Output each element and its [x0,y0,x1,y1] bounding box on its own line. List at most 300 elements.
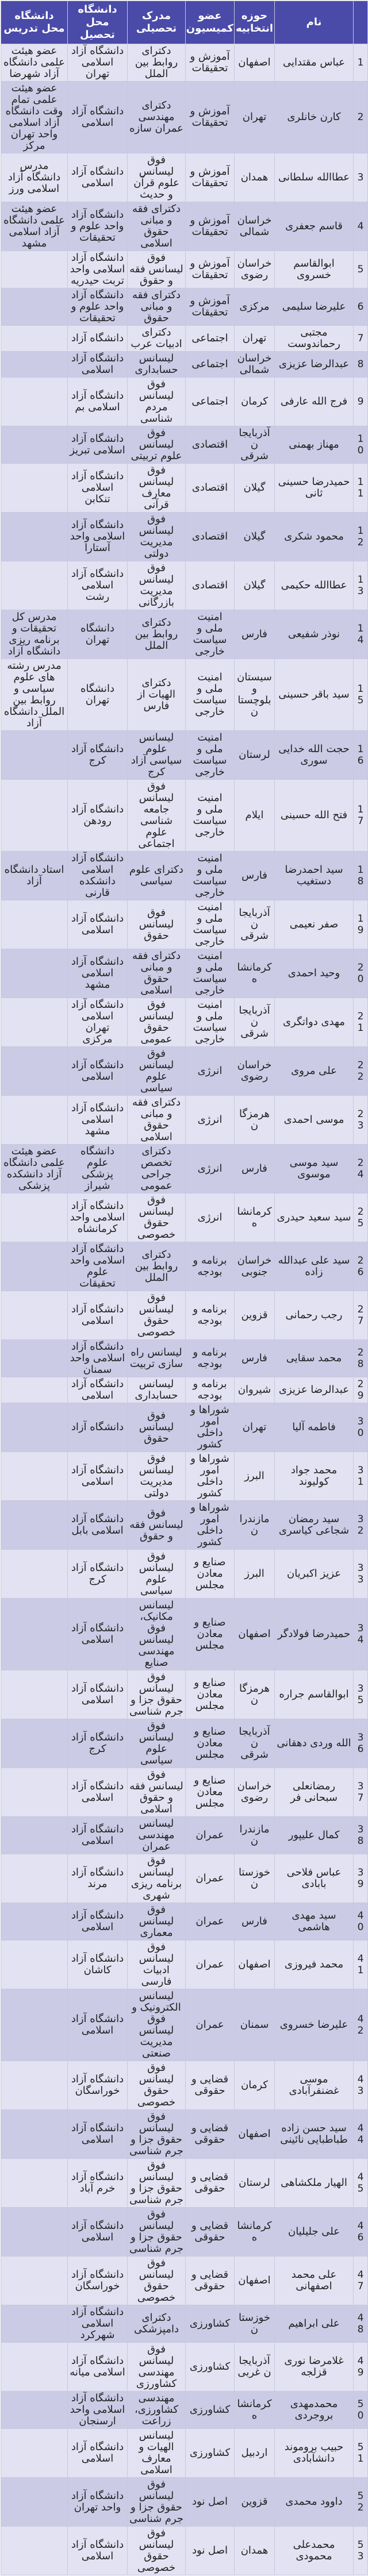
cell-teaching-university [1,1047,68,1096]
cell-constituency: سیستان و بلوچستان [235,659,275,731]
cell-index: 44 [354,2110,368,2159]
cell-degree: دکترای تخصص جراحی عمومی [128,1145,186,1193]
cell-index: 33 [354,1550,368,1599]
cell-study-university: دانشگاه آزاد اسلامی [68,1377,128,1403]
cell-degree: لیسانس مکانیک، فوق لیسانس مهندسی صنایع [128,1599,186,1670]
cell-name: داوود محمدی [275,2478,354,2527]
cell-study-university: دانشگاه آزاد اسلامی واحد کرمانشاه [68,1193,128,1242]
cell-commission: قضایی و حقوقی [186,2257,235,2305]
cell-commission: صنایع و معادن مجلس [186,1768,235,1817]
cell-teaching-university [1,2257,68,2305]
cell-commission: قضایی و حقوقی [186,2110,235,2159]
cell-name: سید مهدی هاشمی [275,1903,354,1940]
cell-degree: فوق لیسانس مدیریت دولتی [128,1452,186,1501]
header-cell-commission: عضو کمیسیون [186,1,235,44]
cell-index: 38 [354,1817,368,1854]
cell-study-university: دانشگاه آزاد خوراسگان [68,2061,128,2110]
cell-study-university: دانشگاه آزاد اسلامی واحد ارسنجان [68,2392,128,2429]
table-row [1,288,368,326]
cell-name: عطاالله حکیمی [275,561,354,610]
cell-teaching-university [1,1989,68,2061]
cell-teaching-university [1,251,68,288]
cell-study-university: دانشگاه آزاد اسلامی [68,2429,128,2478]
cell-index: 7 [354,326,368,352]
cell-constituency: خوزستان [235,1854,275,1903]
cell-teaching-university [1,513,68,561]
cell-name: حبیب بروموند دانشآبادی [275,2429,354,2478]
cell-teaching-university [1,1817,68,1854]
cell-name: عزیز اکبریان [275,1550,354,1599]
cell-commission: اصل نود [186,2527,235,2575]
cell-degree: فوق لیسانس فقه و حقوق [128,251,186,288]
cell-study-university: دانشگاه آزاد واحد تهران [68,2478,128,2527]
cell-name: رمضانعلی سبحانی فر [275,1768,354,1817]
cell-commission: برنامه و بودجه [186,1242,235,1291]
cell-study-university: دانشگاه آزاد اسلامی رشت [68,561,128,610]
cell-name: ابوالقاسم جراره [275,1670,354,1719]
cell-teaching-university: مدرس دانشگاه آزاد اسلامی ورز [1,153,68,202]
cell-commission: اقتصادی [186,464,235,513]
cell-commission: انرژی [186,1047,235,1096]
table-row [1,1989,368,2061]
cell-commission: اقتصادی [186,426,235,464]
cell-degree: فوق لیسانس علوم تربیتی [128,426,186,464]
cell-name: محمد جواد کولیوند [275,1452,354,1501]
cell-study-university: دانشگاه آزاد واحد علوم و تحقیقات [68,288,128,326]
cell-name: سید سعید حیدری [275,1193,354,1242]
cell-teaching-university [1,2305,68,2343]
table-row [1,1817,368,1854]
cell-name: وحید احمدی [275,949,354,998]
table-row [1,202,368,251]
cell-index: 17 [354,780,368,852]
cell-teaching-university [1,1599,68,1670]
cell-study-university: دانشگاه آزاد اسلامی [68,1452,128,1501]
cell-constituency: کرمان [235,2061,275,2110]
cell-teaching-university [1,998,68,1047]
cell-teaching-university: عضو هیئت علمی دانشگاه آزاد شهرضا [1,44,68,82]
cell-study-university: دانشگاه آزاد اسلامی مشهد [68,1096,128,1145]
cell-commission: امنیت ملی و سیاست خارجی [186,610,235,659]
cell-index: 35 [354,1670,368,1719]
cell-teaching-university [1,1940,68,1989]
cell-name: رجب رحمانی [275,1291,354,1340]
cell-study-university: دانشگاه آزاد اسلامی واحد تربت حیدریه [68,251,128,288]
cell-degree: فوق لیسانس حقوق [128,1403,186,1452]
table-row [1,2305,368,2343]
table-row [1,251,368,288]
cell-constituency: ایلام [235,780,275,852]
table-row [1,1452,368,1501]
cell-index: 51 [354,2429,368,2478]
cell-index: 16 [354,731,368,780]
cell-commission: شوراها و امور داخلی کشور [186,1452,235,1501]
cell-name: عباس فلاحی بابادی [275,1854,354,1903]
table-row [1,659,368,731]
cell-commission: اصل نود [186,2478,235,2527]
cell-constituency: فارس [235,610,275,659]
table-row [1,2527,368,2575]
cell-study-university: دانشگاه آزاد خوراسگان [68,2257,128,2305]
cell-degree: فوق لیسانس ادبیات فارسی [128,1940,186,1989]
cell-study-university: دانشگاه آزاد اسلامی [68,1599,128,1670]
cell-constituency: آذربایجان غربی [235,2343,275,2392]
cell-index: 49 [354,2343,368,2392]
cell-name: علی جلیلیان [275,2208,354,2257]
cell-degree: دکترای فقه و مبانی حقوق [128,288,186,326]
cell-name: سید علی عبدالله زاده [275,1242,354,1291]
cell-constituency: فارس [235,852,275,900]
cell-teaching-university [1,378,68,426]
cell-index: 19 [354,900,368,949]
cell-commission: اقتصادی [186,561,235,610]
cell-name: محمد سقایی [275,1340,354,1377]
cell-name: علیرضا خسروی [275,1989,354,2061]
cell-study-university: دانشگاه آزاد اسلامی [68,1817,128,1854]
cell-constituency: خراسان جنوبی [235,1242,275,1291]
table-row [1,610,368,659]
table-row [1,1501,368,1550]
cell-degree: دکترای فقه و مبانی حقوق اسلامی [128,1096,186,1145]
cell-teaching-university [1,1377,68,1403]
cell-commission: آموزش و تحقیقات [186,202,235,251]
cell-teaching-university [1,2159,68,2208]
cell-degree: لیسانس راه سازی تربیت [128,1340,186,1377]
cell-constituency: مازندران [235,1501,275,1550]
cell-commission: عمران [186,1903,235,1940]
cell-name: سید موسی موسوی [275,1145,354,1193]
cell-constituency: شیروان [235,1377,275,1403]
cell-teaching-university [1,561,68,610]
cell-degree: فوق لیسانس علوم سیاسی [128,1047,186,1096]
cell-constituency: سمنان [235,1989,275,2061]
cell-commission: امنیت ملی و سیاست خارجی [186,949,235,998]
cell-name: سید رمضان شجاعی کیاسری [275,1501,354,1550]
cell-index: 28 [354,1340,368,1377]
cell-constituency: خراسان رضوی [235,1047,275,1096]
cell-index: 4 [354,202,368,251]
cell-commission: کشاورزی [186,2429,235,2478]
table-row [1,949,368,998]
cell-commission: عمران [186,1989,235,2061]
cell-constituency: تهران [235,1403,275,1452]
cell-commission: قضایی و حقوقی [186,2208,235,2257]
cell-index: 52 [354,2478,368,2527]
table-row [1,561,368,610]
table-row [1,153,368,202]
table-row [1,1403,368,1452]
cell-teaching-university [1,949,68,998]
cell-name: حجت الله خدایی سوری [275,731,354,780]
table-row [1,1096,368,1145]
cell-constituency: لرستان [235,2159,275,2208]
cell-name: علی محمد اصفهانی [275,2257,354,2305]
mp-university-table [1,1,368,2575]
cell-index: 24 [354,1145,368,1193]
cell-index: 47 [354,2257,368,2305]
cell-index: 53 [354,2527,368,2575]
table-row [1,1145,368,1193]
cell-index: 48 [354,2305,368,2343]
cell-degree: فوق لیسانس حقوق جزا و جرم شناسی [128,1670,186,1719]
cell-constituency: البرز [235,1452,275,1501]
cell-teaching-university [1,426,68,464]
cell-name: علی مروی [275,1047,354,1096]
cell-commission: صنایع و معادن مجلس [186,1550,235,1599]
cell-study-university: دانشگاه آزاد اسلامی واحد سمنان [68,1340,128,1377]
cell-name: فاطمه آلیا [275,1403,354,1452]
cell-name: ابوالقاسم خسروی [275,251,354,288]
cell-commission: انرژی [186,1193,235,1242]
cell-constituency: خراسان رضوی [235,1768,275,1817]
cell-degree: دکترای فقه و مبانی حقوق اسلامی [128,202,186,251]
cell-constituency: کرمانشاه [235,2392,275,2429]
cell-index: 34 [354,1599,368,1670]
cell-index: 27 [354,1291,368,1340]
cell-name: مهناز بهمنی [275,426,354,464]
cell-name: موسی غضنفرآبادی [275,2061,354,2110]
cell-commission: عمران [186,1817,235,1854]
cell-constituency: آذربایجان شرقی [235,998,275,1047]
cell-name: قاسم جعفری [275,202,354,251]
cell-constituency: لرستان [235,731,275,780]
cell-commission: اقتصادی [186,513,235,561]
cell-name: محمدمهدی بروجردی [275,2392,354,2429]
table-row [1,1193,368,1242]
cell-constituency: فارس [235,1340,275,1377]
cell-commission: برنامه و بودجه [186,1291,235,1340]
cell-index: 37 [354,1768,368,1817]
cell-name: سید حسن زاده طباطبایی نائینی [275,2110,354,2159]
cell-teaching-university [1,1291,68,1340]
cell-study-university: دانشگاه آزاد [68,326,128,352]
cell-study-university: دانشگاه آزاد کرج [68,731,128,780]
table-row [1,1719,368,1768]
table-row [1,1903,368,1940]
cell-commission: اجتماعی [186,326,235,352]
cell-teaching-university [1,2061,68,2110]
table-row [1,326,368,352]
cell-study-university: دانشگاه آزاد اسلامی تبریز [68,426,128,464]
cell-teaching-university [1,1670,68,1719]
cell-study-university: دانشگاه آزاد اسلامی [68,1670,128,1719]
cell-name: علیرضا سلیمی [275,288,354,326]
table-row [1,1940,368,1989]
table-row [1,1550,368,1599]
cell-name: عبدالرضا عزیزی [275,1377,354,1403]
cell-commission: امنیت ملی و سیاست خارجی [186,852,235,900]
cell-constituency: فارس [235,1145,275,1193]
cell-name: حمیدرضا فولادگر [275,1599,354,1670]
cell-index: 41 [354,1940,368,1989]
cell-commission: عمران [186,1854,235,1903]
cell-teaching-university [1,1193,68,1242]
cell-index: 31 [354,1452,368,1501]
cell-index: 25 [354,1193,368,1242]
cell-name: فرج الله عارفی [275,378,354,426]
cell-index: 12 [354,513,368,561]
cell-index: 13 [354,561,368,610]
table-row [1,1242,368,1291]
cell-constituency: کرمانشاه [235,949,275,998]
cell-constituency: خراسان شمالی [235,202,275,251]
cell-teaching-university [1,1550,68,1599]
cell-degree: فوق لیسانس حقوق جزا و جرم شناسی [128,2159,186,2208]
cell-degree: فوق لیسانس علوم سیاسی [128,1719,186,1768]
cell-constituency: اصفهان [235,1599,275,1670]
table-row [1,1291,368,1340]
cell-degree: دکترای روابط بین الملل [128,44,186,82]
cell-name: حمیدرضا حسینی ثانی [275,464,354,513]
cell-study-university: دانشگاه آزاد کاشان [68,1940,128,1989]
table-row [1,998,368,1047]
cell-index: 8 [354,352,368,378]
cell-study-university: دانشگاه آزاد کرج [68,1550,128,1599]
cell-teaching-university [1,1903,68,1940]
cell-index: 9 [354,378,368,426]
header-cell-study-university: دانشگاه محل تحصیل [68,1,128,44]
cell-index: 2 [354,82,368,153]
cell-degree: فوق لیسانس برنامه ریزی شهری [128,1854,186,1903]
cell-teaching-university: عضو هیئت علمی تمام وقت دانشگاه آزاد اسلامی واحد تهران مرکز [1,82,68,153]
cell-degree: لیسانس حسابداری [128,352,186,378]
cell-study-university: دانشگاه آزاد اسلامی واحد علوم تحقیقات [68,1242,128,1291]
cell-commission: آموزش و تحقیقات [186,153,235,202]
cell-degree: فوق لیسانس علوم سیاسی [128,1550,186,1599]
cell-study-university: دانشگاه آزاد اسلامی تهران [68,44,128,82]
cell-index: 21 [354,998,368,1047]
cell-index: 10 [354,426,368,464]
cell-study-university: دانشگاه آزاد اسلامی تهران مرکزی [68,998,128,1047]
cell-degree: فوق لیسانس حقوق خصوصی [128,1291,186,1340]
cell-teaching-university [1,1719,68,1768]
cell-name: محمود شکری [275,513,354,561]
cell-index: 43 [354,2061,368,2110]
cell-index: 3 [354,153,368,202]
cell-study-university: دانشگاه آزاد اسلامی [68,2208,128,2257]
cell-degree: لیسانس الکترونیک و فوق لیسانس مدیریت صنعتی [128,1989,186,2061]
cell-commission: امنیت ملی و سیاست خارجی [186,900,235,949]
cell-degree: فوق لیسانس فقه و حقوق اسلامی [128,1768,186,1817]
cell-index: 29 [354,1377,368,1403]
table-row [1,852,368,900]
cell-study-university: دانشگاه آزاد اسلامی [68,352,128,378]
cell-degree: دکترای ادبیات عرب [128,326,186,352]
cell-degree: فوق لیسانس حقوق خصوصی [128,2061,186,2110]
cell-constituency: قزوین [235,2478,275,2527]
cell-degree: دکترای روابط بین الملل [128,610,186,659]
cell-study-university: دانشگاه آزاد اسلامی [68,1768,128,1817]
cell-constituency: اصفهان [235,44,275,82]
cell-teaching-university [1,731,68,780]
cell-study-university: دانشگاه آزاد اسلامی [68,1903,128,1940]
cell-teaching-university [1,1242,68,1291]
table-row [1,513,368,561]
table-row [1,1599,368,1670]
cell-constituency: گیلان [235,561,275,610]
cell-teaching-university [1,2392,68,2429]
cell-name: عباس مقتدایی [275,44,354,82]
cell-constituency: مرکزی [235,288,275,326]
cell-degree: دکترای دامپزشکی [128,2305,186,2343]
cell-teaching-university [1,1403,68,1452]
cell-study-university: دانشگاه تهران [68,659,128,731]
cell-constituency: کرمان [235,378,275,426]
cell-constituency: خوزستان [235,2305,275,2343]
cell-commission: قضایی و حقوقی [186,2159,235,2208]
cell-constituency: آذربایجان شرقی [235,426,275,464]
cell-name: کارن خانلری [275,82,354,153]
cell-commission: انرژی [186,1096,235,1145]
cell-constituency: هرمزگان [235,1096,275,1145]
cell-teaching-university [1,326,68,352]
cell-teaching-university [1,2110,68,2159]
cell-constituency: گیلان [235,464,275,513]
cell-study-university: دانشگاه تهران [68,610,128,659]
cell-teaching-university: عضو هیئت علمی دانشگاه آزاد اسلامی مشهد [1,202,68,251]
cell-name: فتح الله حسینی [275,780,354,852]
cell-study-university: دانشگاه آزاد اسلامی [68,900,128,949]
table-row [1,44,368,82]
cell-commission: آموزش و تحقیقات [186,44,235,82]
cell-constituency: خراسان رضوی [235,251,275,288]
table-row [1,2257,368,2305]
cell-commission: کشاورزی [186,2392,235,2429]
cell-name: نوذر شفیعی [275,610,354,659]
cell-study-university: دانشگاه آزاد واحد علوم و تحقیقات [68,202,128,251]
cell-name: محمد فیروزی [275,1940,354,1989]
cell-teaching-university [1,1501,68,1550]
cell-degree: دکترای مهندسی عمران سازه [128,82,186,153]
cell-degree: فوق لیسانس حقوق جزا و جرم شناسی [128,2478,186,2527]
cell-teaching-university: مدرس رشته های علوم سیاسی و روابط بین الملل دانشگاه آزاد [1,659,68,731]
cell-teaching-university [1,2343,68,2392]
cell-degree: فوق لیسانس جامعه شناسی علوم اجتماعی [128,780,186,852]
cell-name: موسی احمدی [275,1096,354,1145]
cell-commission: امنیت ملی و سیاست خارجی [186,998,235,1047]
cell-study-university: دانشگاه آزاد [68,1403,128,1452]
cell-study-university: دانشگاه آزاد مرند [68,1854,128,1903]
cell-degree: مهندسی کشاورزی، زراعت [128,2392,186,2429]
cell-constituency: خراسان شمالی [235,352,275,378]
cell-commission: اجتماعی [186,378,235,426]
cell-study-university: دانشگاه آزاد اسلامی [68,1047,128,1096]
header-cell-teaching-university: دانشگاه محل تدریس [1,1,68,44]
cell-index: 22 [354,1047,368,1096]
cell-degree: فوق لیسانس حقوق جزا و جرم شناسی [128,2208,186,2257]
cell-teaching-university: استاد دانشگاه آزاد [1,852,68,900]
cell-degree: فوق لیسانس مردم شناسی [128,378,186,426]
cell-study-university: دانشگاه آزاد رودهن [68,780,128,852]
cell-commission: امنیت ملی و سیاست خارجی [186,780,235,852]
cell-constituency: آذربایجان شرقی [235,1719,275,1768]
cell-name: الهیار ملکشاهی [275,2159,354,2208]
cell-study-university: دانشگاه آزاد اسلامی [68,1989,128,2061]
header-cell-degree: مدرک تحصیلی [128,1,186,44]
table-row [1,780,368,852]
table-row [1,426,368,464]
table-row [1,1047,368,1096]
table-row [1,731,368,780]
cell-index: 32 [354,1501,368,1550]
header-cell-index [354,1,368,44]
cell-teaching-university: عضو هیئت علمی دانشگاه آزاد دانشکده پزشکی [1,1145,68,1193]
cell-index: 40 [354,1903,368,1940]
cell-study-university: دانشگاه آزاد اسلامی شهرکرد [68,2305,128,2343]
cell-constituency: فارس [235,1903,275,1940]
cell-degree: فوق لیسانس حقوق [128,900,186,949]
table-row [1,378,368,426]
